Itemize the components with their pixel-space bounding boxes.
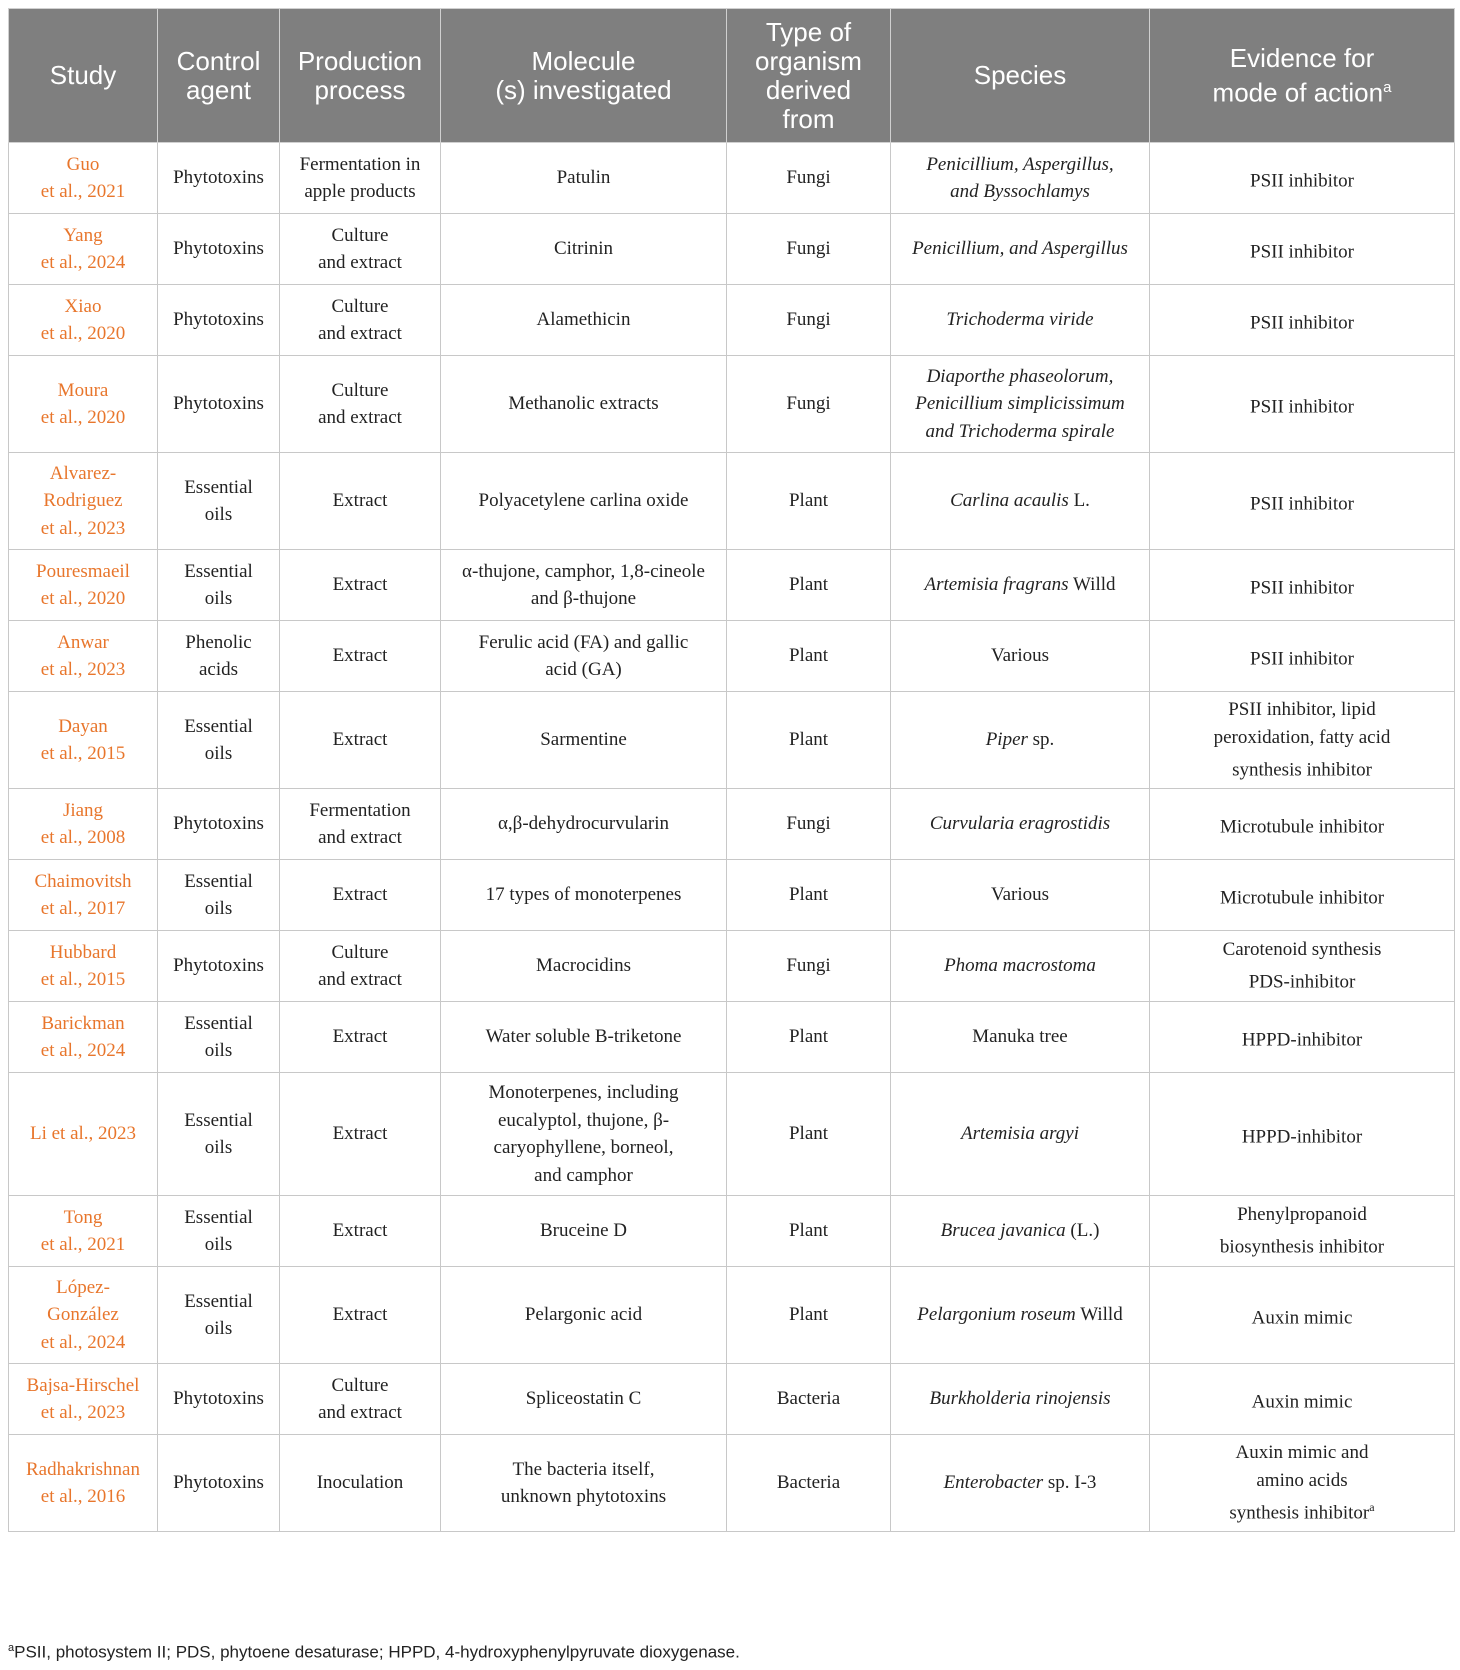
organism-type-cell: Fungi xyxy=(727,789,891,860)
table-row xyxy=(9,550,1455,621)
evidence-text: PSII inhibitor xyxy=(1250,647,1354,669)
control-agent-cell: Phytotoxins xyxy=(158,143,280,214)
evidence-text: PSII inhibitor, lipid peroxidation, fatty acid synthesis inhibitor xyxy=(1213,699,1391,781)
species-cell xyxy=(891,789,1150,860)
control-agent-cell: Essential oils xyxy=(158,860,280,931)
organism-type-cell: Plant xyxy=(727,621,891,692)
evidence-text: PSII inhibitor xyxy=(1250,169,1354,191)
header-molecule: Molecule (s) investigated xyxy=(441,9,727,143)
production-process-cell: Culture and extract xyxy=(280,285,441,356)
evidence-cell xyxy=(1150,860,1455,931)
study-citation-link[interactable]: Li et al., 2023 xyxy=(9,1073,158,1196)
production-process-cell: Extract xyxy=(280,860,441,931)
studies-table xyxy=(8,8,1455,1532)
table-row xyxy=(9,931,1455,1002)
organism-type-cell: Fungi xyxy=(727,285,891,356)
study-citation-link[interactable]: Anwar et al., 2023 xyxy=(9,621,158,692)
study-citation-link[interactable]: Barickman et al., 2024 xyxy=(9,1002,158,1073)
evidence-text: PSII inhibitor xyxy=(1250,492,1354,514)
evidence-cell xyxy=(1150,621,1455,692)
evidence-text: Carotenoid synthesis PDS-inhibitor xyxy=(1222,938,1382,993)
control-agent-cell: Phytotoxins xyxy=(158,1364,280,1435)
table-row xyxy=(9,1073,1455,1196)
evidence-text: Microtubule inhibitor xyxy=(1219,886,1385,908)
evidence-text: PSII inhibitor xyxy=(1250,311,1354,333)
species-name: Penicillium, Aspergillus, and Byssochlamys xyxy=(926,153,1114,202)
table-row xyxy=(9,1196,1455,1267)
species-qualifier: Various xyxy=(990,884,1050,906)
species-name: Artemisia argyi xyxy=(960,1123,1080,1145)
molecule-cell: Water soluble B-triketone xyxy=(441,1002,727,1073)
species-cell xyxy=(891,1073,1150,1196)
species-qualifier: (L.) xyxy=(1065,1220,1100,1242)
evidence-cell xyxy=(1150,1435,1455,1532)
production-process-cell: Extract xyxy=(280,453,441,550)
table-row xyxy=(9,621,1455,692)
table-row xyxy=(9,214,1455,285)
footnote-marker: a xyxy=(8,1642,15,1654)
organism-type-cell: Plant xyxy=(727,860,891,931)
table-row xyxy=(9,1435,1455,1532)
header-production-process: Production process xyxy=(280,9,441,143)
species-cell xyxy=(891,453,1150,550)
species-name: Trichoderma viride xyxy=(946,309,1094,331)
species-name: Curvularia eragrostidis xyxy=(929,813,1111,835)
production-process-cell: Culture and extract xyxy=(280,1364,441,1435)
header-control-agent: Control agent xyxy=(158,9,280,143)
table-row xyxy=(9,285,1455,356)
control-agent-cell: Essential oils xyxy=(158,1267,280,1364)
species-name: Pelargonium roseum xyxy=(917,1304,1076,1326)
header-study: Study xyxy=(9,9,158,143)
species-name: Diaporthe phaseolorum, Penicillium simplicissimum and Trichoderma spirale xyxy=(915,365,1125,442)
control-agent-cell: Phytotoxins xyxy=(158,285,280,356)
species-cell xyxy=(891,214,1150,285)
molecule-cell: Patulin xyxy=(441,143,727,214)
organism-type-cell: Plant xyxy=(727,1196,891,1267)
table-row xyxy=(9,692,1455,789)
study-citation-link[interactable]: Chaimovitsh et al., 2017 xyxy=(9,860,158,931)
organism-type-cell: Fungi xyxy=(727,931,891,1002)
control-agent-cell: Phenolic acids xyxy=(158,621,280,692)
table-row xyxy=(9,356,1455,453)
species-name: Brucea javanica xyxy=(940,1220,1066,1242)
organism-type-cell: Plant xyxy=(727,1073,891,1196)
evidence-cell xyxy=(1150,1196,1455,1267)
evidence-cell xyxy=(1150,931,1455,1002)
header-evidence-label: Evidence for mode of action xyxy=(1212,42,1384,108)
evidence-cell xyxy=(1150,453,1455,550)
table-row xyxy=(9,789,1455,860)
molecule-cell: Monoterpenes, including eucalyptol, thujone, β- caryophyllene, borneol, and camphor xyxy=(441,1073,727,1196)
molecule-cell: α,β-dehydrocurvularin xyxy=(441,789,727,860)
evidence-cell xyxy=(1150,214,1455,285)
species-cell xyxy=(891,931,1150,1002)
header-evidence-footnote-marker: a xyxy=(1383,78,1392,96)
organism-type-cell: Bacteria xyxy=(727,1364,891,1435)
table-header xyxy=(9,9,1455,143)
production-process-cell: Extract xyxy=(280,1002,441,1073)
species-name: Piper xyxy=(985,729,1028,751)
table-row xyxy=(9,860,1455,931)
species-name: Penicillium, and Aspergillus xyxy=(912,238,1128,260)
production-process-cell: Culture and extract xyxy=(280,931,441,1002)
study-citation-link[interactable]: Pouresmaeil et al., 2020 xyxy=(9,550,158,621)
evidence-cell xyxy=(1150,1267,1455,1364)
control-agent-cell: Phytotoxins xyxy=(158,214,280,285)
molecule-cell: Alamethicin xyxy=(441,285,727,356)
species-qualifier: Willd xyxy=(1068,574,1116,596)
organism-type-cell: Plant xyxy=(727,453,891,550)
species-qualifier: Various xyxy=(990,645,1050,667)
production-process-cell: Culture and extract xyxy=(280,214,441,285)
species-qualifier: L. xyxy=(1068,490,1090,512)
table-row xyxy=(9,143,1455,214)
molecule-cell: Ferulic acid (FA) and gallic acid (GA) xyxy=(441,621,727,692)
molecule-cell: α-thujone, camphor, 1,8-cineole and β-thujone xyxy=(441,550,727,621)
header-species: Species xyxy=(891,9,1150,143)
evidence-cell xyxy=(1150,550,1455,621)
header-organism-type: Type of organism derived from xyxy=(727,9,891,143)
footnote-text: PSII, photosystem II; PDS, phytoene desaturase; HPPD, 4-hydroxyphenylpyruvate dioxygenase. xyxy=(14,1642,740,1662)
molecule-cell: Polyacetylene carlina oxide xyxy=(441,453,727,550)
table-row xyxy=(9,1002,1455,1073)
evidence-cell xyxy=(1150,1364,1455,1435)
evidence-text: HPPD-inhibitor xyxy=(1241,1028,1363,1050)
molecule-cell: Pelargonic acid xyxy=(441,1267,727,1364)
evidence-cell xyxy=(1150,285,1455,356)
species-cell xyxy=(891,143,1150,214)
control-agent-cell: Phytotoxins xyxy=(158,356,280,453)
table-row xyxy=(9,1267,1455,1364)
production-process-cell: Fermentation and extract xyxy=(280,789,441,860)
study-citation-link[interactable]: Xiao et al., 2020 xyxy=(9,285,158,356)
control-agent-cell: Essential oils xyxy=(158,1073,280,1196)
study-citation-link[interactable]: Guo et al., 2021 xyxy=(9,143,158,214)
evidence-text: Auxin mimic xyxy=(1251,1306,1353,1328)
species-cell xyxy=(891,1435,1150,1532)
organism-type-cell: Fungi xyxy=(727,143,891,214)
evidence-text: Auxin mimic and amino acids synthesis inhibitor xyxy=(1229,1442,1370,1524)
organism-type-cell: Plant xyxy=(727,550,891,621)
organism-type-cell: Plant xyxy=(727,692,891,789)
species-qualifier: Manuka tree xyxy=(972,1026,1068,1048)
evidence-text: Auxin mimic xyxy=(1251,1390,1353,1412)
species-name: Carlina acaulis xyxy=(950,490,1069,512)
production-process-cell: Culture and extract xyxy=(280,356,441,453)
organism-type-cell: Fungi xyxy=(727,214,891,285)
species-name: Artemisia fragrans xyxy=(924,574,1069,596)
evidence-cell xyxy=(1150,789,1455,860)
header-evidence xyxy=(1150,9,1455,143)
molecule-cell: The bacteria itself, unknown phytotoxins xyxy=(441,1435,727,1532)
evidence-footnote-marker: a xyxy=(1369,1500,1375,1515)
table-body xyxy=(9,143,1455,1532)
evidence-cell xyxy=(1150,1002,1455,1073)
molecule-cell: Sarmentine xyxy=(441,692,727,789)
study-citation-link[interactable]: Yang et al., 2024 xyxy=(9,214,158,285)
study-citation-link[interactable]: Dayan et al., 2015 xyxy=(9,692,158,789)
evidence-text: HPPD-inhibitor xyxy=(1241,1125,1363,1147)
production-process-cell: Inoculation xyxy=(280,1435,441,1532)
control-agent-cell: Essential oils xyxy=(158,692,280,789)
organism-type-cell: Plant xyxy=(727,1267,891,1364)
production-process-cell: Extract xyxy=(280,692,441,789)
evidence-cell xyxy=(1150,356,1455,453)
production-process-cell: Extract xyxy=(280,550,441,621)
evidence-text: PSII inhibitor xyxy=(1250,240,1354,262)
production-process-cell: Extract xyxy=(280,1267,441,1364)
control-agent-cell: Essential oils xyxy=(158,1196,280,1267)
production-process-cell: Extract xyxy=(280,1196,441,1267)
table-row xyxy=(9,1364,1455,1435)
species-cell xyxy=(891,550,1150,621)
molecule-cell: Citrinin xyxy=(441,214,727,285)
study-citation-link[interactable]: Moura et al., 2020 xyxy=(9,356,158,453)
evidence-cell xyxy=(1150,692,1455,789)
control-agent-cell: Essential oils xyxy=(158,453,280,550)
species-name: Enterobacter xyxy=(943,1472,1044,1494)
species-cell xyxy=(891,1364,1150,1435)
organism-type-cell: Bacteria xyxy=(727,1435,891,1532)
species-cell xyxy=(891,1002,1150,1073)
molecule-cell: Macrocidins xyxy=(441,931,727,1002)
evidence-cell xyxy=(1150,1073,1455,1196)
table-footnote xyxy=(8,1642,740,1663)
study-citation-link[interactable]: Bajsa-Hirschel et al., 2023 xyxy=(9,1364,158,1435)
table-row xyxy=(9,453,1455,550)
evidence-cell xyxy=(1150,143,1455,214)
species-cell xyxy=(891,356,1150,453)
evidence-text: Microtubule inhibitor xyxy=(1219,815,1385,837)
production-process-cell: Fermentation in apple products xyxy=(280,143,441,214)
species-qualifier: sp. xyxy=(1027,729,1055,751)
species-cell xyxy=(891,1267,1150,1364)
study-citation-link[interactable]: Radhakrishnan et al., 2016 xyxy=(9,1435,158,1532)
species-qualifier: sp. I-3 xyxy=(1043,1472,1097,1494)
control-agent-cell: Phytotoxins xyxy=(158,789,280,860)
study-citation-link[interactable]: López- González et al., 2024 xyxy=(9,1267,158,1364)
control-agent-cell: Essential oils xyxy=(158,550,280,621)
study-citation-link[interactable]: Alvarez- Rodriguez et al., 2023 xyxy=(9,453,158,550)
header-row xyxy=(9,9,1455,143)
species-cell xyxy=(891,692,1150,789)
production-process-cell: Extract xyxy=(280,621,441,692)
evidence-text: Phenylpropanoid biosynthesis inhibitor xyxy=(1219,1203,1385,1258)
study-citation-link[interactable]: Jiang et al., 2008 xyxy=(9,789,158,860)
species-cell xyxy=(891,285,1150,356)
molecule-cell: Spliceostatin C xyxy=(441,1364,727,1435)
organism-type-cell: Plant xyxy=(727,1002,891,1073)
species-name: Phoma macrostoma xyxy=(944,955,1096,977)
evidence-text: PSII inhibitor xyxy=(1250,395,1354,417)
species-name: Burkholderia rinojensis xyxy=(929,1388,1111,1410)
control-agent-cell: Essential oils xyxy=(158,1002,280,1073)
species-cell xyxy=(891,860,1150,931)
species-cell xyxy=(891,621,1150,692)
evidence-text: PSII inhibitor xyxy=(1250,576,1354,598)
study-citation-link[interactable]: Tong et al., 2021 xyxy=(9,1196,158,1267)
molecule-cell: Bruceine D xyxy=(441,1196,727,1267)
molecule-cell: 17 types of monoterpenes xyxy=(441,860,727,931)
control-agent-cell: Phytotoxins xyxy=(158,1435,280,1532)
species-qualifier: Willd xyxy=(1075,1304,1123,1326)
species-cell xyxy=(891,1196,1150,1267)
control-agent-cell: Phytotoxins xyxy=(158,931,280,1002)
production-process-cell: Extract xyxy=(280,1073,441,1196)
molecule-cell: Methanolic extracts xyxy=(441,356,727,453)
organism-type-cell: Fungi xyxy=(727,356,891,453)
study-citation-link[interactable]: Hubbard et al., 2015 xyxy=(9,931,158,1002)
